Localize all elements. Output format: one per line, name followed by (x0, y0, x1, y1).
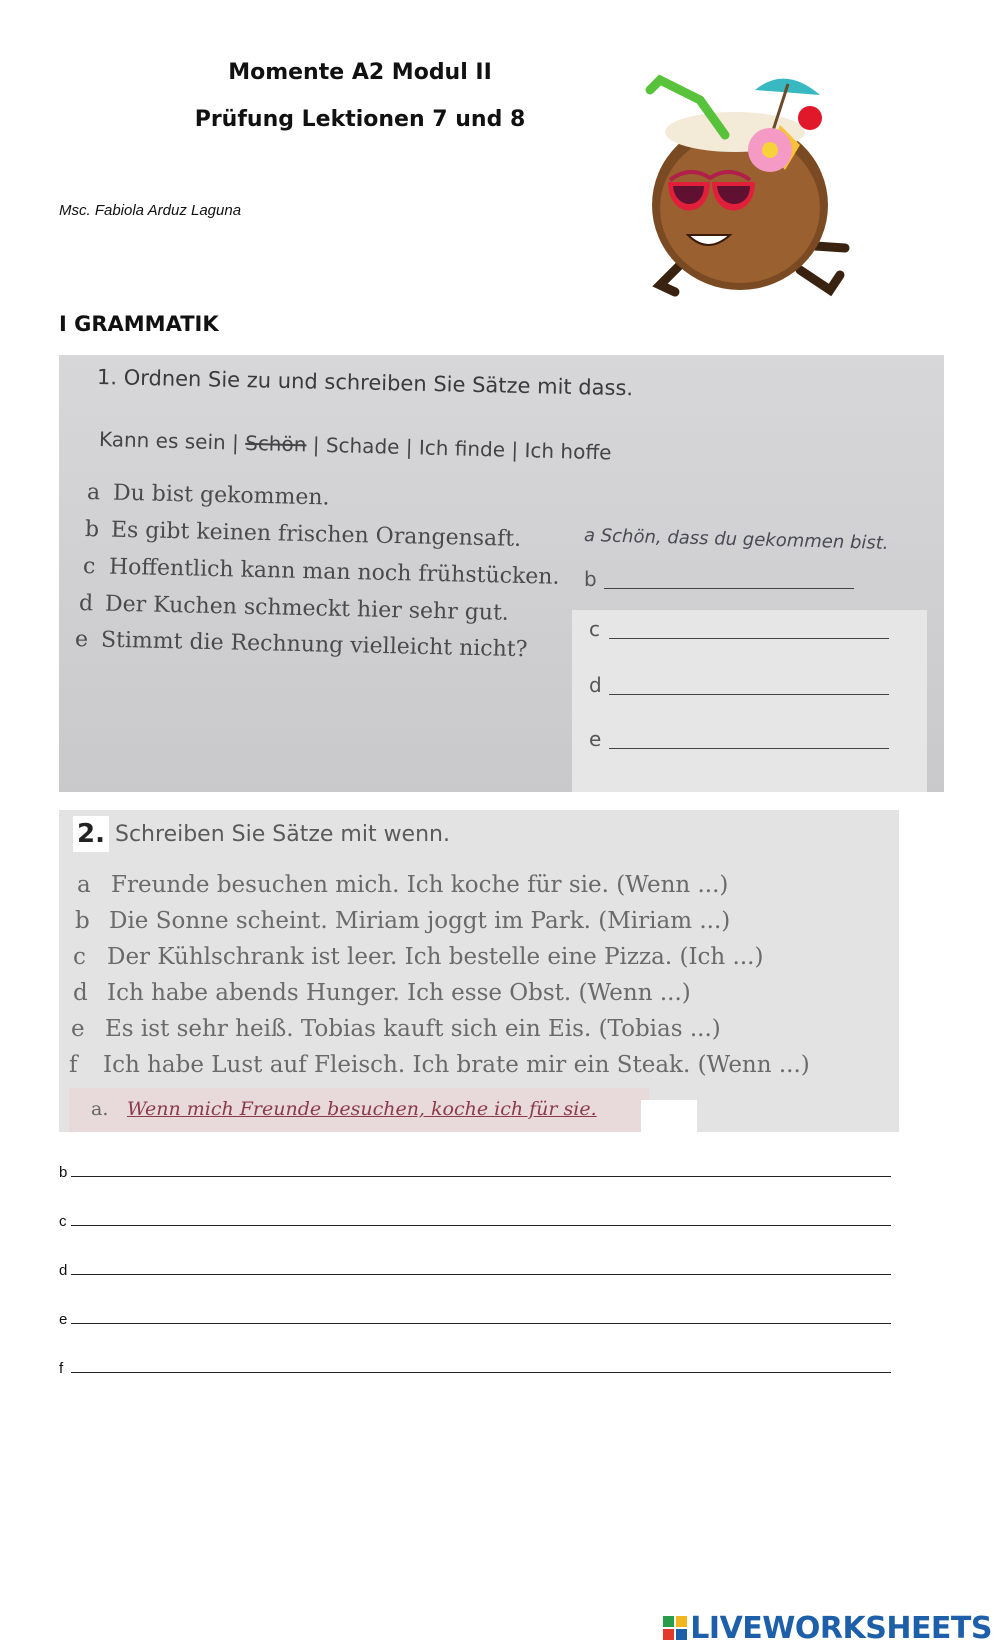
list-item: f Ich habe Lust auf Fleisch. Ich brate mir ein Steak. (Wenn ...) (69, 1052, 810, 1078)
list-item: e Es ist sehr heiß. Tobias kauft sich ein Eis. (Tobias ...) (71, 1016, 721, 1042)
answer-line: c (589, 617, 600, 641)
answer-line-e[interactable]: e (59, 1309, 899, 1328)
answer-line-b[interactable]: b (59, 1162, 899, 1181)
answer-line: b (584, 567, 597, 591)
list-item: c Hoffentlich kann man noch frühstücken. (82, 554, 560, 590)
exercise-1-image (59, 355, 944, 792)
exercise-2-image (59, 810, 899, 1132)
exercise-2-number: 2. (73, 816, 109, 852)
document-title: Momente A2 Modul II (228, 60, 492, 85)
word-bank: Kann es sein | Schön | Schade | Ich finde | Ich hoffe (98, 427, 612, 465)
example-answer: a Schön, dass du gekommen bist. (583, 525, 889, 554)
liveworksheets-logo-icon (663, 1616, 687, 1640)
answer-line: d (589, 673, 602, 697)
list-item: a Freunde besuchen mich. Ich koche für sie. (Wenn ...) (77, 872, 729, 898)
answer-line-d[interactable]: d (59, 1260, 899, 1279)
list-item: a Du bist gekommen. (86, 480, 330, 511)
author: Msc. Fabiola Arduz Laguna (59, 202, 242, 219)
document-subtitle: Prüfung Lektionen 7 und 8 (194, 107, 526, 132)
list-item: e Stimmt die Rechnung vielleicht nicht? (74, 627, 528, 663)
answer-line-f[interactable]: f (59, 1358, 899, 1377)
list-item: d Ich habe abends Hunger. Ich esse Obst. (Wenn ...) (73, 980, 691, 1006)
example-answer: a. Wenn mich Freunde besuchen, koche ich für sie. (69, 1088, 649, 1132)
answer-line-c[interactable]: c (59, 1211, 899, 1230)
list-item: d Der Kuchen schmeckt hier sehr gut. (78, 591, 510, 626)
liveworksheets-logo[interactable]: LIVEWORKSHEETS (663, 1611, 992, 1646)
exercise-1-instruction: 1. Ordnen Sie zu und schreiben Sie Sätze mit dass. (96, 365, 634, 401)
list-item: c Der Kühlschrank ist leer. Ich bestelle eine Pizza. (Ich ...) (73, 944, 764, 970)
exercise-2-instruction: Schreiben Sie Sätze mit wenn. (115, 822, 450, 847)
section-heading: I GRAMMATIK (59, 312, 219, 336)
list-item: b Die Sonne scheint. Miriam joggt im Park. (Miriam ...) (75, 908, 731, 934)
coconut-drink-illustration (640, 70, 870, 300)
answer-line: e (589, 727, 601, 751)
list-item: b Es gibt keinen frischen Orangensaft. (84, 517, 522, 552)
